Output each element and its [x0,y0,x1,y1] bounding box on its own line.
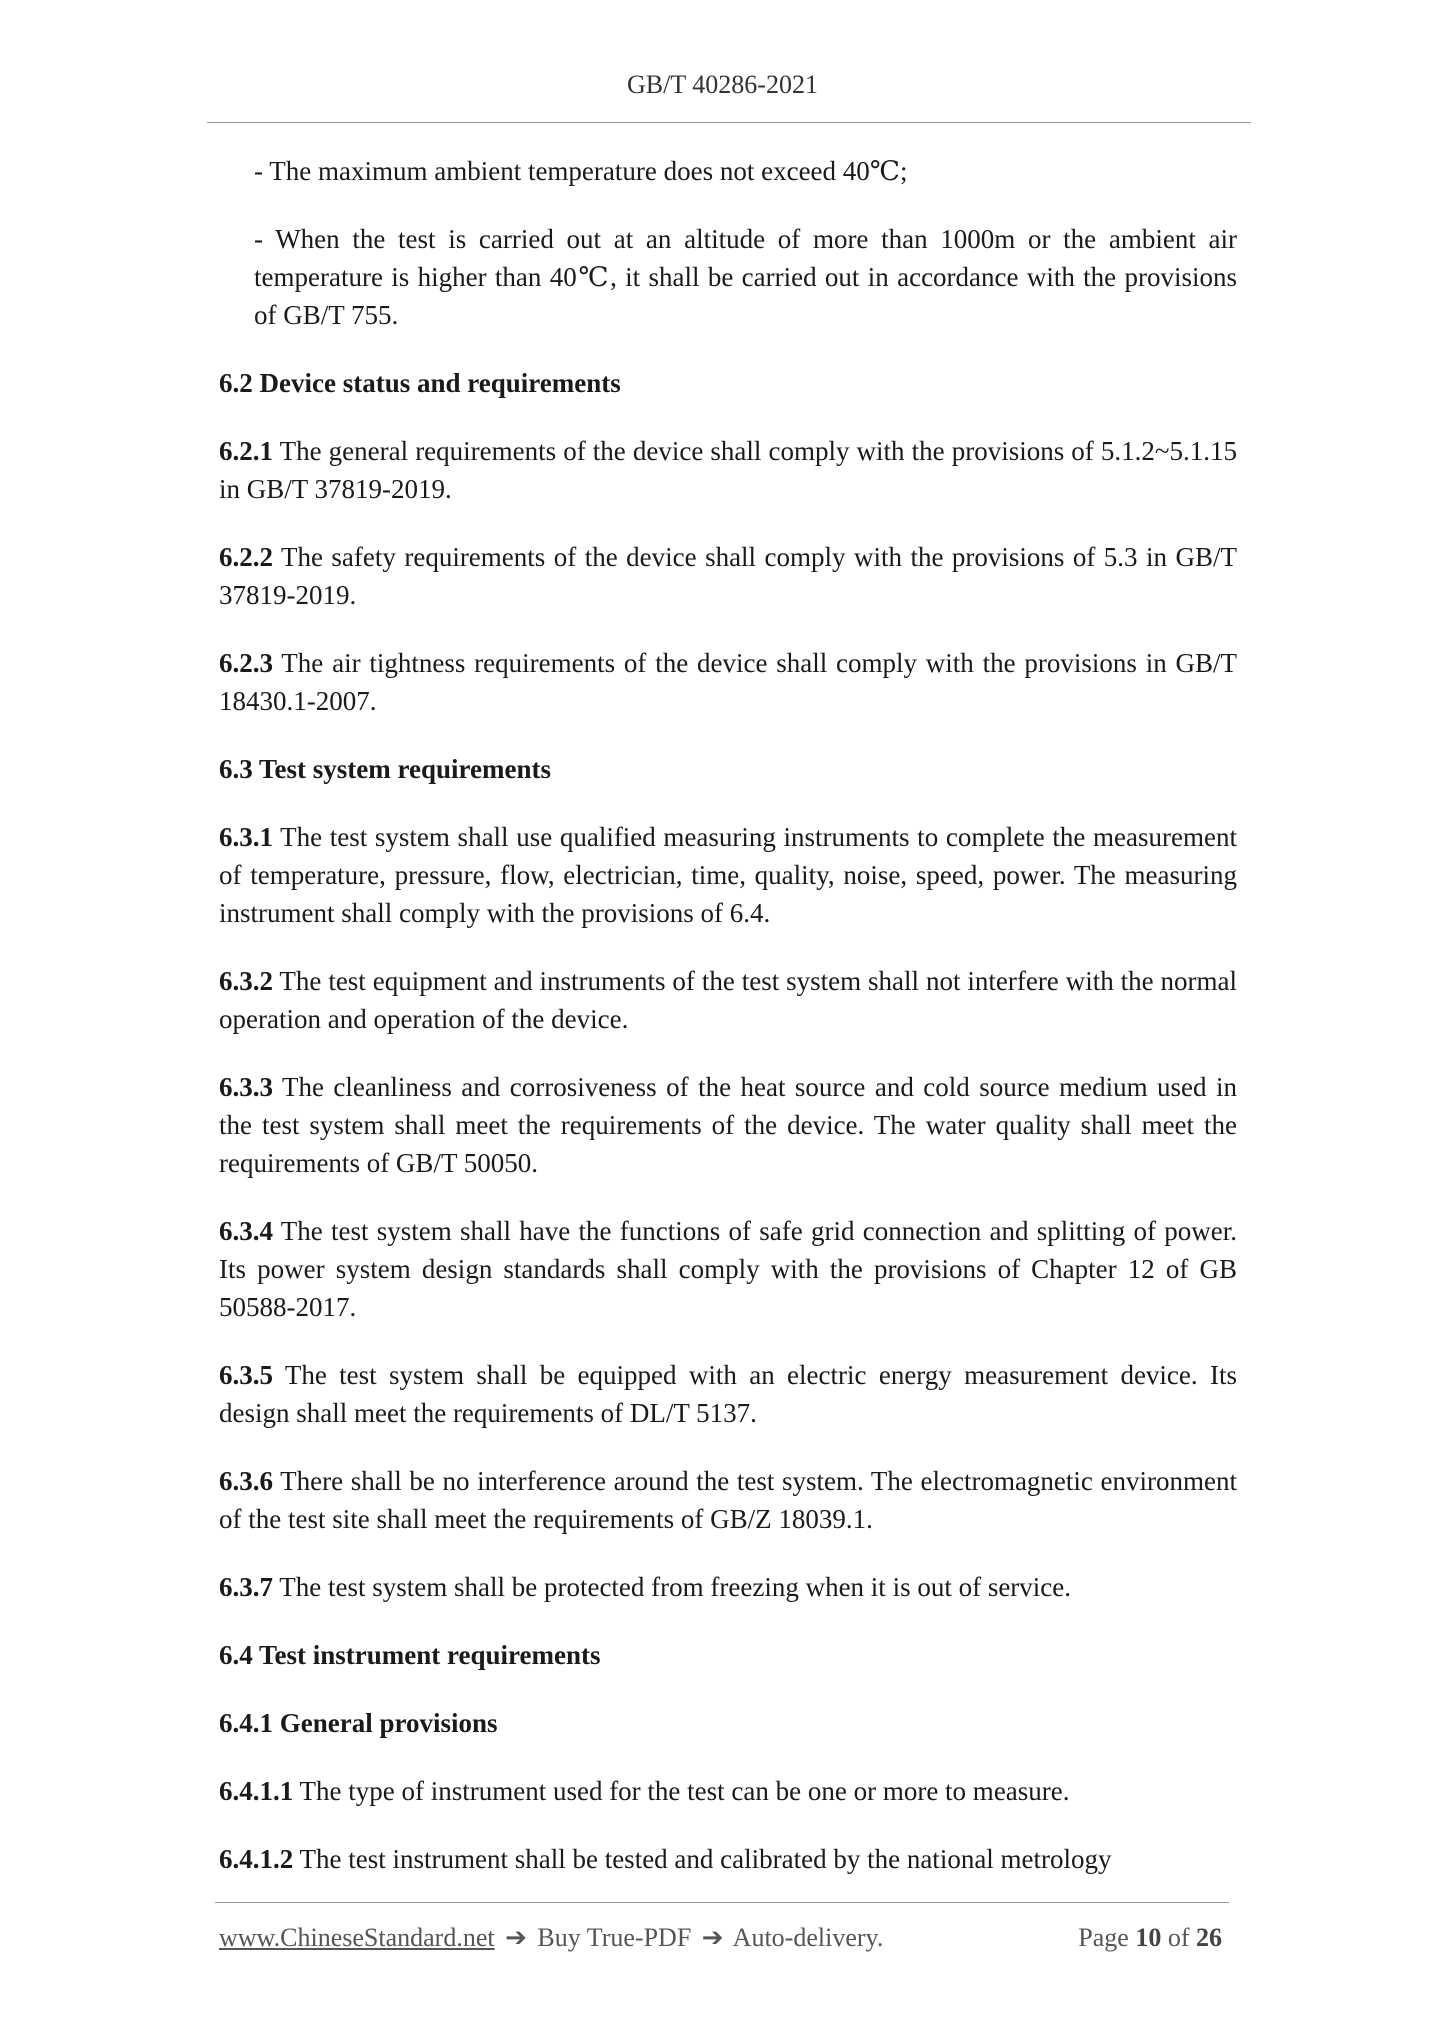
clause-text: The test system shall use qualified measuring instruments to complete the measurement of temperature, pressure, flow, electrician, time, quality, noise, speed, power. The measuring instrument shall comply with the provisions of 6.4. [219,822,1237,928]
section-heading-6-3: 6.3 Test system requirements [219,754,551,784]
clause-text: The test system shall be protected from freezing when it is out of service. [273,1572,1072,1602]
section-heading-6-4-1: 6.4.1 General provisions [219,1708,498,1738]
site-link[interactable]: www.ChineseStandard.net [219,1923,495,1952]
clause-6-3-3 [219,1068,1237,1182]
clause-6-3-4 [219,1212,1237,1326]
arrow-right-icon: ➔ [505,1923,527,1952]
page-total: 26 [1196,1923,1222,1952]
footer-divider [215,1902,1229,1903]
clause-text: The general requirements of the device shall comply with the provisions of 5.1.2~5.1.15 in GB/T 37819-2019. [219,436,1237,504]
document-footer [219,1923,1222,1953]
clause-number: 6.3.4 [219,1216,273,1246]
clause-number: 6.4.1.1 [219,1776,294,1806]
clause-text: The type of instrument used for the test can be one or more to measure. [293,1776,1070,1806]
section-heading-6-2: 6.2 Device status and requirements [219,368,621,398]
clause-6-4-1-1 [219,1772,1237,1810]
clause-number: 6.3.7 [219,1572,273,1602]
clause-6-2-1 [219,432,1237,508]
clause-text: The test instrument shall be tested and calibrated by the national metrology [293,1844,1112,1874]
clause-text: The test system shall have the functions of safe grid connection and splitting of power. Its power system design standards shall comply with the provisions of Chapter 12 of GB 50588-2017. [219,1216,1237,1322]
clause-number: 6.3.3 [219,1072,273,1102]
clause-number: 6.2.1 [219,436,273,466]
clause-number: 6.3.2 [219,966,273,996]
clause-text: The test system shall be equipped with an electric energy measurement device. Its design shall meet the requirements of DL/T 5137. [219,1360,1237,1428]
clause-6-4-1-2 [219,1840,1237,1878]
clause-6-3-2 [219,962,1237,1038]
clause-text: The test equipment and instruments of the test system shall not interfere with the normal operation and operation of the device. [219,966,1237,1034]
clause-number: 6.3.6 [219,1466,273,1496]
clause-6-3-1 [219,818,1237,932]
buy-pdf-text: Buy True-PDF [537,1923,692,1952]
clause-6-3-7 [219,1568,1237,1606]
delivery-text: Auto-delivery. [732,1923,884,1952]
clause-number: 6.2.3 [219,648,273,678]
of-label: of [1167,1923,1190,1952]
clause-6-3-6 [219,1462,1237,1538]
page-label: Page [1078,1923,1129,1952]
clause-6-2-3 [219,644,1237,720]
clause-6-3-5 [219,1356,1237,1432]
section-heading-6-4: 6.4 Test instrument requirements [219,1640,601,1670]
document-header [0,70,1445,100]
clause-text: There shall be no interference around the test system. The electromagnetic environment of the test site shall meet the requirements of GB/Z 18039.1. [219,1466,1237,1534]
list-item: - The maximum ambient temperature does not exceed 40℃; [254,156,908,186]
footer-promo [219,1923,883,1953]
document-body [219,152,1237,1908]
clause-number: 6.4.1.2 [219,1844,294,1874]
clause-number: 6.3.1 [219,822,273,852]
arrow-right-icon: ➔ [701,1923,724,1952]
clause-number: 6.3.5 [219,1360,273,1390]
clause-text: The cleanliness and corrosiveness of the heat source and cold source medium used in the test system shall meet the requirements of the device. The water quality shall meet the requirements of GB/T 50050. [219,1072,1237,1178]
page-current: 10 [1135,1923,1162,1952]
clause-number: 6.2.2 [219,542,273,572]
clause-6-2-2 [219,538,1237,614]
header-divider [207,122,1251,123]
page-indicator [1078,1923,1222,1953]
list-item: - When the test is carried out at an altitude of more than 1000m or the ambient air temperature is higher than 40℃, it shall be carried out in accordance with the provisions of GB/T 755. [254,224,1237,330]
clause-text: The air tightness requirements of the device shall comply with the provisions in GB/T 18430.1-2007. [219,648,1237,716]
document-id: GB/T 40286-2021 [627,70,818,99]
clause-text: The safety requirements of the device shall comply with the provisions of 5.3 in GB/T 37819-2019. [219,542,1237,610]
